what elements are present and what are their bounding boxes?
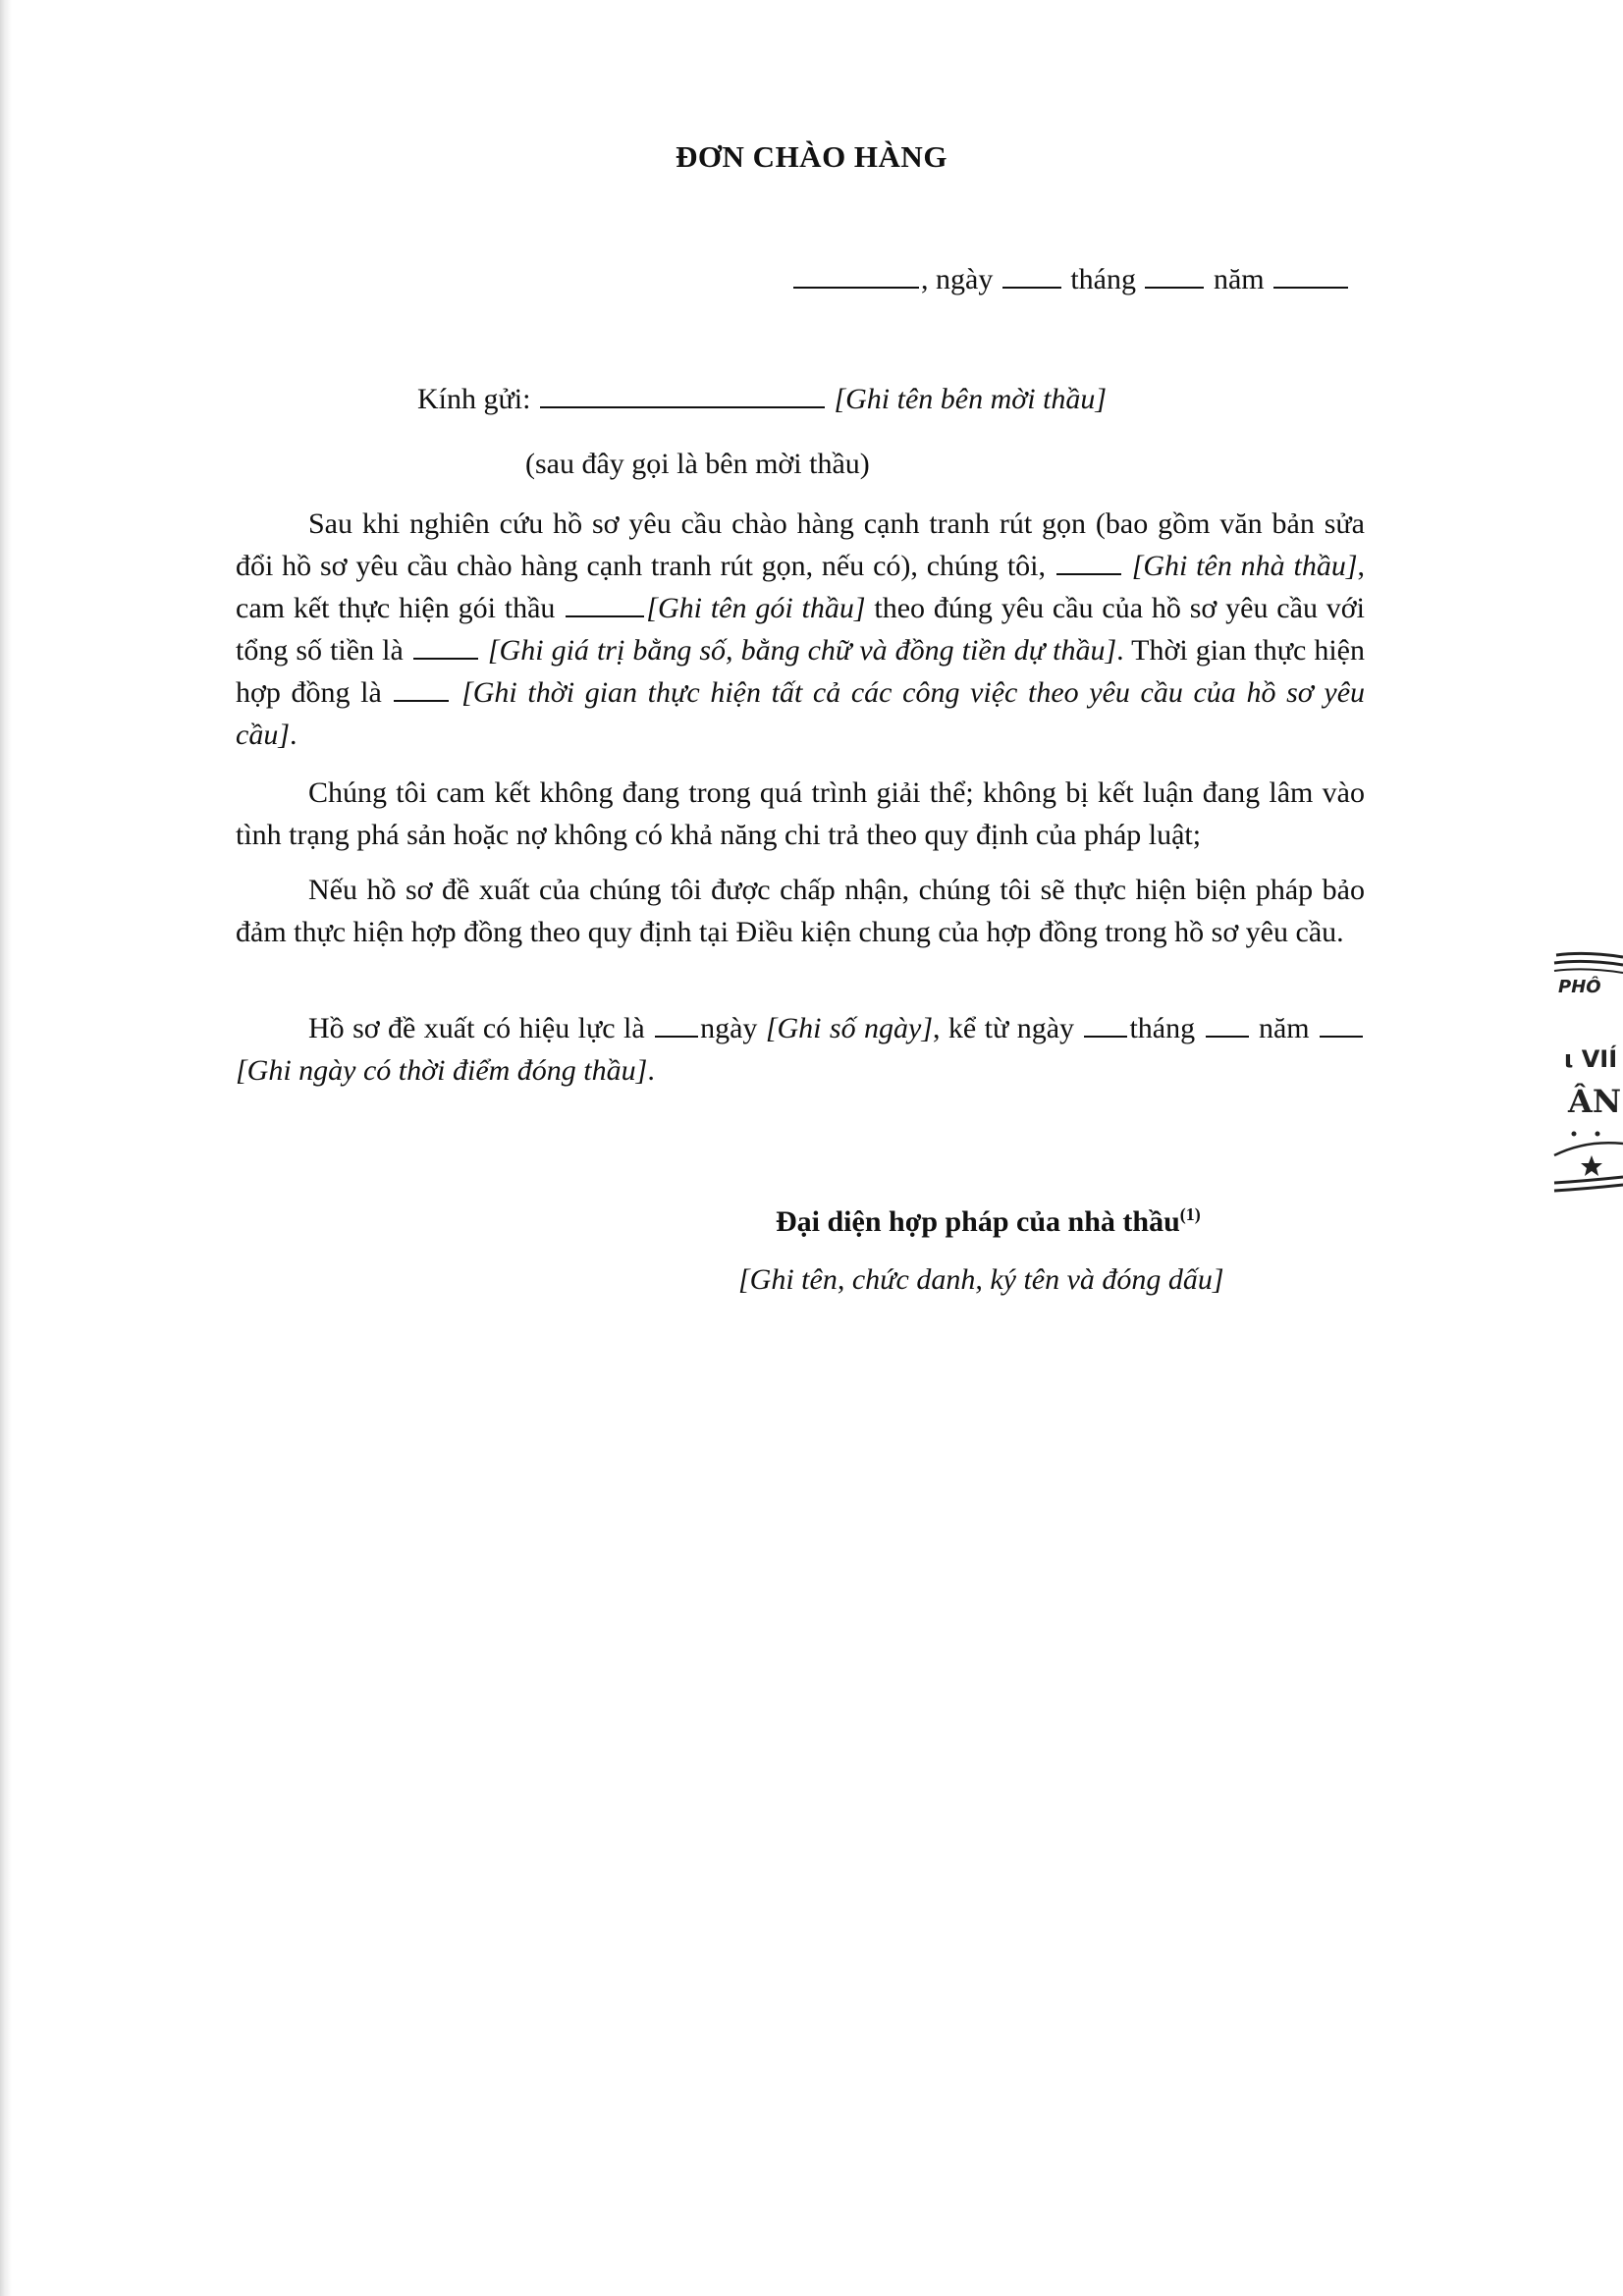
duration-blank (394, 699, 449, 702)
paragraph-validity (236, 1007, 1365, 1092)
scan-edge (0, 0, 12, 2296)
para4-placeholder-date: [Ghi ngày có thời điểm đóng thầu] (236, 1054, 648, 1087)
para1-placeholder-contractor: [Ghi tên nhà thầu] (1131, 550, 1358, 582)
month-blank (1145, 286, 1204, 289)
day-blank (1002, 286, 1061, 289)
recipient-note: (sau đây gọi là bên mời thầu) (525, 448, 870, 480)
para4-text-2: ngày (700, 1012, 758, 1044)
paragraph-commitment (236, 503, 1365, 756)
signature-title (776, 1204, 1201, 1239)
para4-text-3: , kể từ ngày (933, 1012, 1075, 1044)
signature-note: [Ghi tên, chức danh, ký tên và đóng dấu] (738, 1263, 1224, 1296)
signature-title-text: Đại diện hợp pháp của nhà thầu (776, 1205, 1180, 1238)
recipient-placeholder: [Ghi tên bên mời thầu] (834, 383, 1108, 415)
para4-text-6: . (647, 1054, 655, 1087)
para1-text-4: . Thời gian thực hiện hợp đồng là (236, 634, 1365, 709)
partial-stamp-graphic (1546, 947, 1623, 1222)
validity-days-blank (655, 1035, 698, 1038)
package-blank (566, 614, 644, 617)
recipient-blank (540, 405, 825, 408)
para1-text-5: . (290, 719, 298, 751)
date-line (791, 265, 1350, 294)
document-title: ĐƠN CHÀO HÀNG (676, 139, 947, 174)
year-blank (1273, 286, 1348, 289)
para1-placeholder-duration: [Ghi thời gian thực hiện tất cả các công việc theo yêu cầu của hồ sơ yêu cầu] (236, 676, 1366, 751)
footnote-mark: (1) (1179, 1204, 1201, 1224)
date-day-label: , ngày (921, 263, 994, 295)
para1-text-1: Sau khi nghiên cứu hồ sơ yêu cầu chào hàng cạnh tranh rút gọn (bao gồm văn bản sửa đổi hồ sơ yêu cầu chào hàng cạnh tranh rút gọn, nếu có), chúng tôi, (236, 507, 1365, 582)
recipient-line (417, 385, 1107, 414)
para1-text-2: , cam kết thực hiện gói thầu (236, 550, 1365, 624)
paragraph-guarantee: Nếu hồ sơ đề xuất của chúng tôi được chấp nhận, chúng tôi sẽ thực hiện biện pháp bảo đảm thực hiện hợp đồng theo quy định tại Điều kiện chung của hợp đồng trong hồ sơ yêu cầu. (236, 874, 1365, 948)
svg-text:ι VIÍ: ι VIÍ (1564, 1045, 1618, 1073)
paragraph-status: Chúng tôi cam kết không đang trong quá trình giải thể; không bị kết luận đang lâm vào tình trạng phá sản hoặc nợ không có khả năng chi trả theo quy định của pháp luật; (236, 776, 1365, 851)
svg-text:PHÔ: PHÔ (1558, 977, 1601, 997)
validity-year-blank (1320, 1035, 1363, 1038)
svg-text:ÂN: ÂN (1568, 1083, 1622, 1120)
contractor-blank (1056, 572, 1121, 575)
amount-blank (413, 657, 478, 660)
validity-day-blank (1084, 1035, 1127, 1038)
para1-placeholder-amount: [Ghi giá trị bằng số, bằng chữ và đồng tiền dự thầu] (487, 634, 1117, 667)
date-year-label: năm (1213, 263, 1265, 295)
para1-text-3: theo đúng yêu cầu của hồ sơ yêu cầu với tổng số tiền là (236, 592, 1365, 667)
para4-text-1: Hồ sơ đề xuất có hiệu lực là (308, 1012, 645, 1044)
para4-placeholder-days: [Ghi số ngày] (765, 1012, 934, 1044)
date-month-label: tháng (1070, 263, 1136, 295)
place-blank (793, 286, 919, 289)
validity-month-blank (1206, 1035, 1249, 1038)
para1-placeholder-package: [Ghi tên gói thầu] (646, 592, 866, 624)
para4-text-5: năm (1258, 1012, 1310, 1044)
recipient-label: Kính gửi: (417, 383, 531, 415)
para4-text-4: tháng (1129, 1012, 1196, 1044)
